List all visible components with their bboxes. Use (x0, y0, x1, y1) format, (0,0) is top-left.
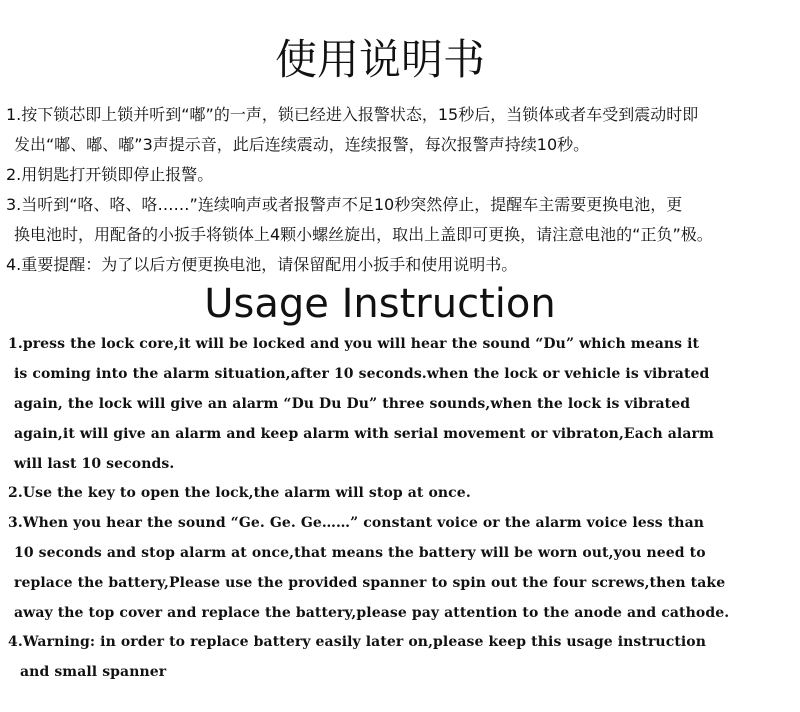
cn-instruction-line: 4.重要提醒：为了以后方便更换电池，请保留配用小扳手和使用说明书。 (6, 255, 518, 274)
cn-instruction-line: 发出“嘟、嘟、嘟”3声提示音，此后连续震动，连续报警，每次报警声持续10秒。 (14, 135, 590, 154)
en-instruction-line: again,it will give an alarm and keep alarm with serial movement or vibraton,Each alarm (14, 426, 714, 442)
cn-instruction-line: 1.按下锁芯即上锁并听到“嘟”的一声，锁已经进入报警状态，15秒后，当锁体或者车受到震动时即 (6, 105, 699, 124)
en-instruction-line: again, the lock will give an alarm “Du Du Du” three sounds,when the lock is vibrated (14, 396, 691, 412)
cn-instruction-line: 2.用钥匙打开锁即停止报警。 (6, 165, 214, 184)
en-instruction-line: 2.Use the key to open the lock,the alarm will stop at once. (8, 485, 471, 501)
chinese-title: 使用说明书 (274, 35, 485, 84)
en-instruction-line: replace the battery,Please use the provided spanner to spin out the four screws,then take (14, 575, 726, 591)
en-instruction-line: 4.Warning: in order to replace battery easily later on,please keep this usage instruction (8, 634, 707, 650)
en-instruction-line: and small spanner (20, 664, 167, 680)
en-instruction-line: away the top cover and replace the battery,please pay attention to the anode and cathode. (14, 605, 730, 621)
cn-instruction-line: 换电池时，用配备的小扳手将锁体上4颗小螺丝旋出，取出上盖即可更换，请注意电池的“正负”极。 (14, 225, 713, 244)
en-instruction-line: is coming into the alarm situation,after 10 seconds.when the lock or vehicle is vibrated (14, 366, 710, 382)
en-instruction-line: 10 seconds and stop alarm at once,that means the battery will be worn out,you need to (14, 545, 706, 561)
english-title: Usage Instruction (204, 281, 556, 327)
cn-instruction-line: 3.当听到“咯、咯、咯……”连续响声或者报警声不足10秒突然停止，提醒车主需要更换电池，更 (6, 195, 683, 214)
en-instruction-line: will last 10 seconds. (14, 456, 175, 472)
en-instruction-line: 1.press the lock core,it will be locked and you will hear the sound “Du” which means it (8, 336, 700, 352)
en-instruction-line: 3.When you hear the sound “Ge. Ge. Ge……” constant voice or the alarm voice less than (8, 515, 705, 531)
